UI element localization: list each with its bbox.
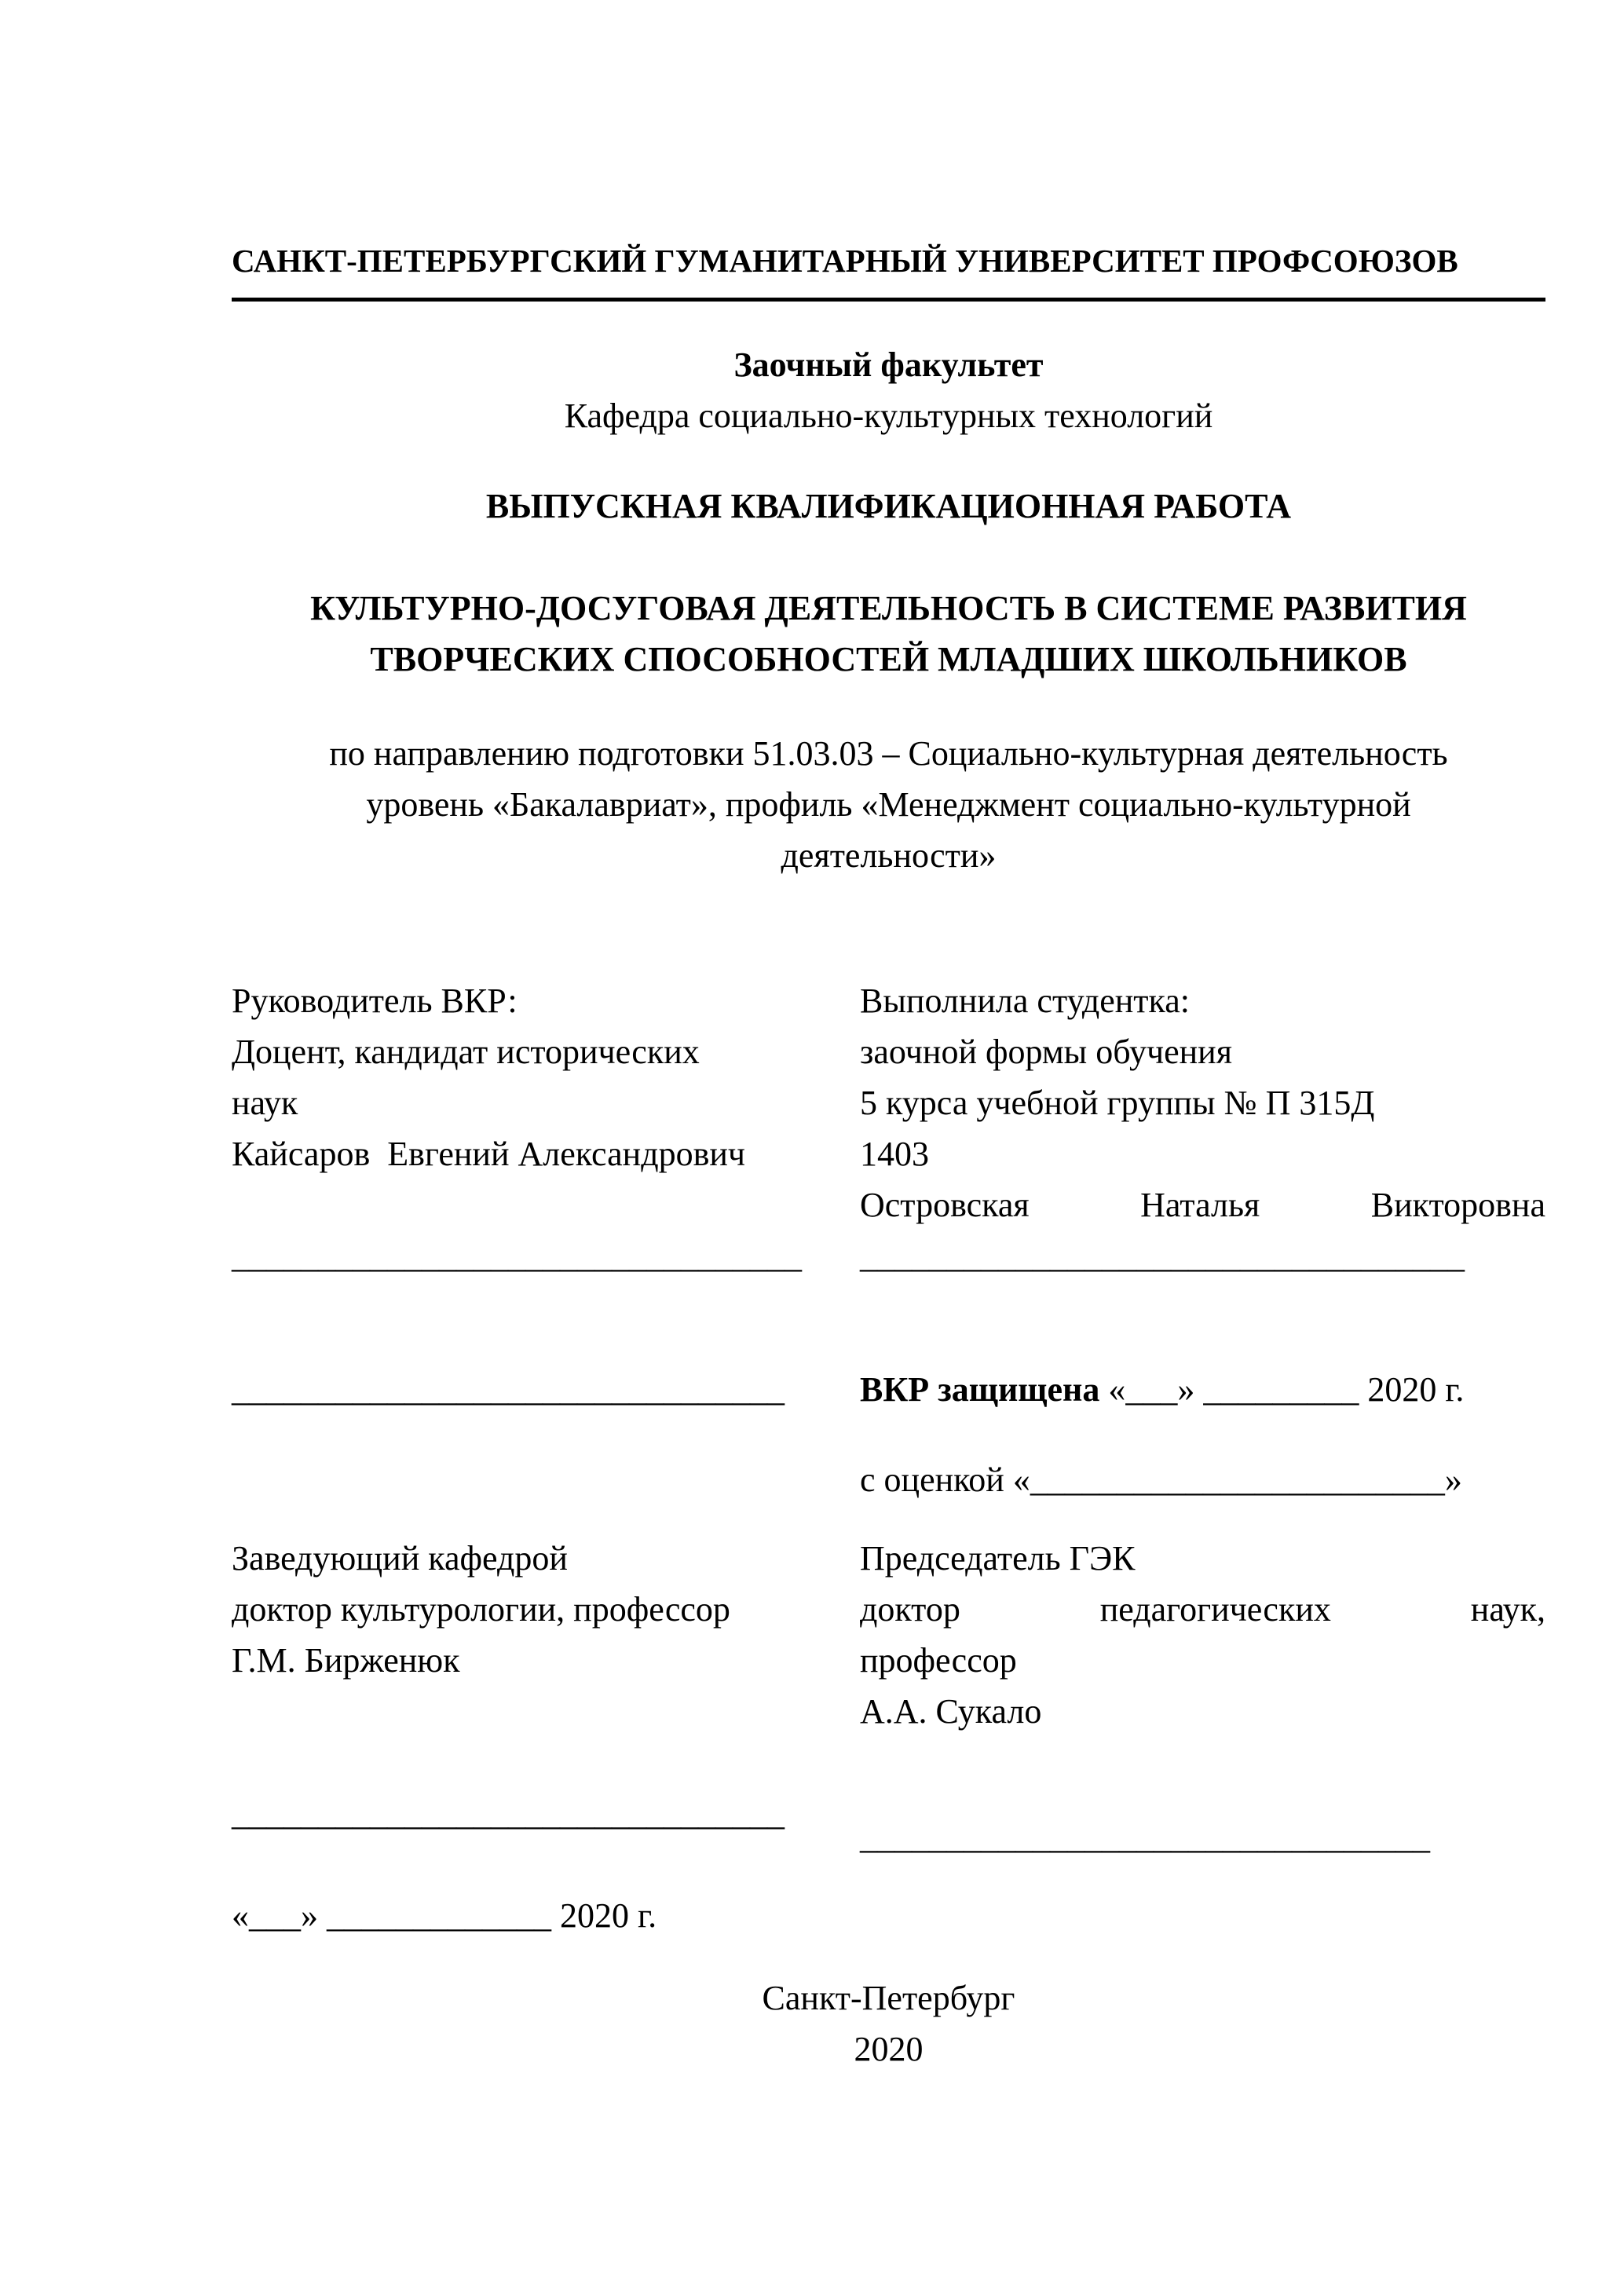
officials-block: [232, 1533, 1545, 1941]
student-column: [860, 975, 1545, 1281]
defense-left-column: [232, 1364, 813, 1415]
thesis-title: [232, 583, 1545, 685]
student-name-word3: Викторовна: [1370, 1186, 1545, 1224]
footer-city: Санкт-Петербург: [762, 1979, 1015, 2017]
head-of-department-title: Заведующий кафедрой: [232, 1539, 568, 1578]
supervisor-degree-line2: наук: [232, 1084, 298, 1122]
student-name-word1: Островская: [860, 1186, 1030, 1224]
program-line3: деятельности»: [781, 836, 997, 875]
university-header: САНКТ-ПЕТЕРБУРГСКИЙ ГУМАНИТАРНЫЙ УНИВЕРСИТЕТ ПРОФСОЮЗОВ: [232, 236, 1545, 302]
gek-chair-name: А.А. Сукало: [860, 1692, 1042, 1731]
gek-chair-degree-word2: педагогических: [1099, 1590, 1331, 1629]
supervisor-column: [232, 975, 813, 1281]
student-name-word2: Наталья: [1140, 1186, 1260, 1224]
defense-statement-label: ВКР защищена: [860, 1370, 1100, 1409]
defense-left-signature-line: ________________________________: [232, 1370, 785, 1409]
defense-statement-date-blank: «___» _________ 2020 г.: [1099, 1370, 1465, 1409]
supervisor-degree-line1: Доцент, кандидат исторических: [232, 1033, 700, 1071]
defense-statement: [860, 1364, 1545, 1415]
head-of-department-degree: доктор культурологии, профессор: [232, 1590, 730, 1629]
gek-chair-column: [860, 1533, 1545, 1863]
work-type-heading: ВЫПУСКНАЯ КВАЛИФИКАЦИОННАЯ РАБОТА: [485, 487, 1292, 525]
footer: [232, 1972, 1545, 2075]
gek-chair-degree-line2: профессор: [860, 1641, 1017, 1680]
faculty-name: Заочный факультет: [733, 345, 1044, 384]
head-of-department-name: Г.М. Бирженюк: [232, 1641, 460, 1680]
defense-block: [232, 1364, 1545, 1505]
footer-year: 2020: [854, 2030, 924, 2068]
grade-blank: ________________________: [1030, 1461, 1445, 1499]
gek-chair-degree: [860, 1584, 1545, 1635]
student-info-line1: заочной формы обучения: [860, 1033, 1232, 1071]
program-line1: по направлению подготовки 51.03.03 – Социально-культурная деятельность: [329, 734, 1448, 773]
grade-suffix: »: [1444, 1461, 1462, 1499]
gek-chair-signature-line: _________________________________: [860, 1818, 1430, 1856]
thesis-title-line2: ТВОРЧЕСКИХ СПОСОБНОСТЕЙ МЛАДШИХ ШКОЛЬНИКОВ: [370, 640, 1407, 678]
head-of-department-signature-line: ________________________________: [232, 1794, 785, 1833]
head-of-department-column: [232, 1533, 813, 1941]
grade-prefix: с оценкой «: [860, 1461, 1030, 1499]
supervisor-signature-line: _________________________________: [232, 1237, 802, 1275]
department-name: Кафедра социально-культурных технологий: [564, 397, 1213, 435]
supervisor-student-block: [232, 975, 1545, 1281]
gek-chair-degree-word1: доктор: [860, 1590, 960, 1629]
student-signature-line: ___________________________________: [860, 1237, 1465, 1275]
supervisor-role-label: Руководитель ВКР:: [232, 982, 518, 1020]
student-info-line3: 1403: [860, 1135, 929, 1173]
gek-chair-degree-word3: наук,: [1470, 1590, 1545, 1629]
program-line2: уровень «Бакалавриат», профиль «Менеджмент социально-культурной: [366, 785, 1411, 824]
grade-line: [860, 1454, 1545, 1505]
thesis-title-line1: КУЛЬТУРНО-ДОСУГОВАЯ ДЕЯТЕЛЬНОСТЬ В СИСТЕМЕ РАЗВИТИЯ: [310, 589, 1467, 627]
head-of-department-date-line: «___» _____________ 2020 г.: [232, 1896, 657, 1935]
student-info-line2: 5 курса учебной группы № П 315Д: [860, 1084, 1375, 1122]
program-info: [232, 728, 1545, 881]
student-name: [860, 1179, 1545, 1230]
defense-right-column: [860, 1364, 1545, 1505]
student-role-label: Выполнила студентка:: [860, 982, 1190, 1020]
gek-chair-title: Председатель ГЭК: [860, 1539, 1136, 1578]
supervisor-name: Кайсаров Евгений Александрович: [232, 1135, 746, 1173]
